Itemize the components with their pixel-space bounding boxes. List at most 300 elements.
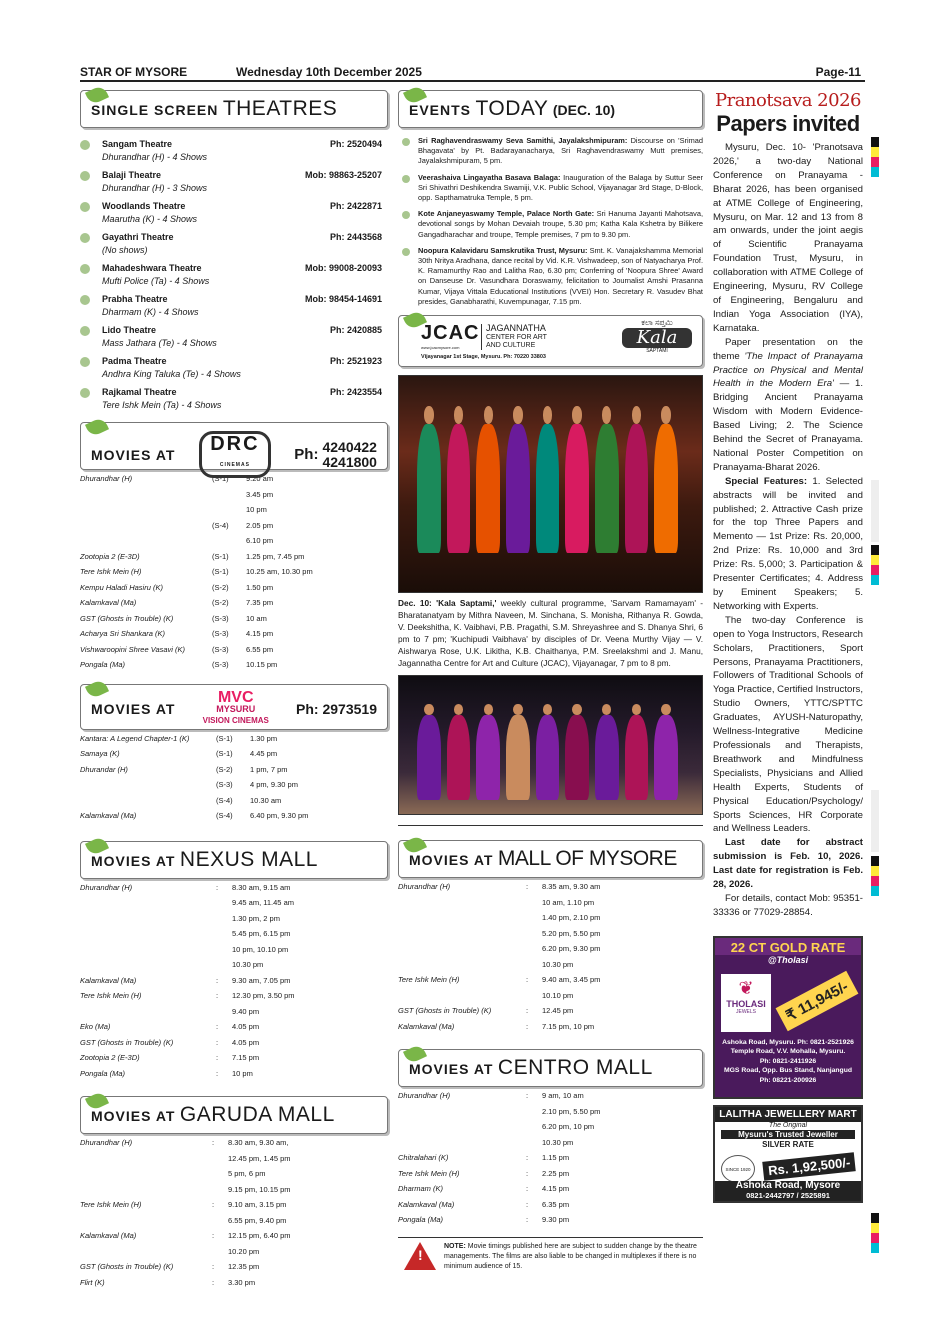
heading-big: GARUDA MALL bbox=[179, 1103, 335, 1126]
theatre-item bbox=[80, 324, 388, 350]
dancer-figure bbox=[476, 715, 500, 801]
note-box: ! NOTE: Movie timings published here are subject to sudden change by the theatre managements. The films are also liable to be changed in multiplexes if there is no minimum audience of 15. bbox=[398, 1237, 703, 1272]
screen: (S-3) bbox=[212, 644, 229, 654]
schedule-row bbox=[80, 1007, 388, 1023]
theatre-movie: Dhurandhar (H) - 3 Shows bbox=[102, 183, 208, 193]
garuda-heading bbox=[80, 1096, 388, 1134]
movie-title bbox=[80, 1169, 212, 1185]
theatre-phone: Mob: 98863-25207 bbox=[304, 170, 382, 180]
column-events bbox=[398, 90, 703, 1272]
nexus-schedule bbox=[80, 883, 388, 1085]
schedule-row bbox=[80, 780, 388, 796]
gold-rate-title: 22 CT GOLD RATE bbox=[715, 938, 861, 955]
screen bbox=[526, 1138, 542, 1154]
screen: : bbox=[212, 1277, 215, 1287]
mom-heading bbox=[398, 840, 703, 878]
showtimes: 6.10 pm bbox=[246, 536, 274, 545]
gold-rate-tag: ₹ 11,945/- bbox=[776, 971, 859, 1031]
showtimes: 1.40 pm, 2.10 pm bbox=[542, 913, 601, 923]
movie-title: Tere Ishk Mein (H) bbox=[80, 567, 142, 576]
theatre-phone: Ph: 2443568 bbox=[329, 232, 382, 242]
movie-title bbox=[80, 1216, 212, 1232]
schedule-row bbox=[80, 1262, 388, 1278]
showtimes: 10.15 pm bbox=[246, 660, 278, 669]
dancer-figure bbox=[417, 715, 441, 801]
paragraph: The two-day Conference is open to Yoga Instructors, Research Scholars, Practitioners, Sport Persons, Pranayama Practitioners, Followers of Traditional Schools of Yoga Practice, Certified Instructors, Studio Owners, YTTC/SPTTC Graduates, AYUSH-Naturopathy, Wellness-Integrative Medicine Professionals and Therapists, Breathwork and Mindfulness Specialists, Physicians and Allied Health Experts, Students of Physical Education/Psychology/ Sports Sciences, HR Corporate and Wellness Leaders. bbox=[713, 614, 864, 835]
screen: (S-1) bbox=[212, 567, 229, 576]
theatre-movie: Maarutha (K) - 4 Shows bbox=[102, 214, 198, 224]
dancer-figure bbox=[506, 715, 530, 801]
color-registration-strip bbox=[871, 137, 879, 177]
lalitha-address: Ashoka Road, Mysore bbox=[735, 1179, 841, 1191]
movie-title bbox=[398, 1107, 526, 1123]
showtimes: 9 am, 10 am bbox=[542, 1091, 584, 1101]
drc-heading bbox=[80, 422, 388, 470]
showtimes: 7.35 pm bbox=[246, 598, 274, 607]
screen: : bbox=[526, 1168, 529, 1178]
schedule-row bbox=[398, 1122, 703, 1138]
schedule-row bbox=[80, 598, 388, 614]
showtimes: 10.30 pm bbox=[542, 1137, 574, 1147]
showtimes: 2.10 pm, 5.50 pm bbox=[542, 1106, 601, 1116]
theatre-list bbox=[80, 138, 388, 412]
dancer-figure bbox=[447, 424, 471, 554]
movie-title bbox=[80, 490, 212, 506]
schedule-row bbox=[80, 614, 388, 630]
movie-title bbox=[398, 944, 526, 960]
schedule-row bbox=[398, 1107, 703, 1123]
theatre-movie: Dharmam (K) - 4 Shows bbox=[102, 307, 199, 317]
screen bbox=[526, 929, 542, 945]
heading-small: MOVIES AT bbox=[409, 1061, 494, 1078]
schedule-row bbox=[398, 1091, 703, 1107]
dancer-head bbox=[543, 704, 552, 715]
movie-title: Kalamkaval (Ma) bbox=[80, 811, 137, 820]
movie-title bbox=[80, 929, 216, 945]
screen: (S-1) bbox=[216, 733, 233, 743]
screen: : bbox=[212, 1138, 215, 1147]
color-registration-strip bbox=[871, 790, 879, 852]
dancer-figure bbox=[536, 424, 560, 554]
jcac-name: JAGANNATHA bbox=[486, 323, 546, 334]
color-registration-strip bbox=[871, 856, 879, 896]
movie-title bbox=[80, 898, 216, 914]
dancer-figure bbox=[417, 424, 441, 554]
showtimes: 9.20 am bbox=[246, 474, 274, 483]
movie-title: Zootopia 2 (E-3D) bbox=[80, 1053, 140, 1062]
event-body: Smt. K. Vanajakshamma Memorial 30th Nritya Aradhana, dance recital by Vid. K.R. Vishwadeep, son of Natyacharya Prof. K. Ramamurthy Rao and Lalitha Rao, 6.30 pm; Conferring of 'Noopura Shree' Award on Danseuse Dr. Vasundhara Doraswamy, felicitation to Journalist Amshi Prasanna Kumar, Vijaya Vittala Educational Institutions (VVEI) Hon. Secretary R. Vasudev Bhat presides, Ganabharathi, Kuvempunagar, 7.15 pm. bbox=[418, 245, 703, 306]
movie-title: Kantara: A Legend Chapter-1 (K) bbox=[80, 733, 190, 743]
heading-big: MALL OF MYSORE bbox=[497, 847, 677, 871]
theatre-phone: Mob: 98454-14691 bbox=[304, 294, 382, 304]
theatre-phone: Mob: 99008-20093 bbox=[304, 263, 382, 273]
bullet-icon bbox=[80, 202, 90, 212]
showtimes: 10 pm, 10.10 pm bbox=[232, 944, 289, 954]
movie-title: Pongala (Ma) bbox=[80, 1068, 126, 1078]
screen bbox=[212, 1247, 228, 1263]
kala-saptami-photo-2 bbox=[398, 675, 703, 815]
schedule-row bbox=[80, 811, 388, 827]
screen bbox=[212, 1154, 228, 1170]
showtimes: 12.45 pm, 1.45 pm bbox=[228, 1153, 291, 1163]
theatre-name: Lido Theatre bbox=[102, 325, 157, 335]
screen: : bbox=[526, 975, 529, 985]
gold-rate-sub: @Tholasi bbox=[767, 954, 809, 965]
article-body bbox=[713, 141, 863, 920]
showtimes: 1.30 pm bbox=[250, 733, 278, 743]
movie-title: Kalamkaval (Ma) bbox=[398, 1021, 455, 1031]
schedule-row bbox=[80, 991, 388, 1007]
movie-title bbox=[80, 1007, 216, 1023]
schedule-row bbox=[80, 552, 388, 568]
schedule-row bbox=[80, 929, 388, 945]
screen bbox=[216, 929, 232, 945]
movie-title bbox=[398, 991, 526, 1007]
showtimes: 1.50 pm bbox=[246, 582, 274, 592]
theatre-item bbox=[80, 262, 388, 288]
mvc-phone: Ph: 2973519 bbox=[296, 701, 377, 717]
screen: (S-1) bbox=[212, 551, 229, 561]
movie-title: Vishwaroopini Shree Vasavi (K) bbox=[80, 644, 186, 654]
schedule-row bbox=[80, 976, 388, 992]
theatre-name: Mahadeshwara Theatre bbox=[102, 263, 202, 273]
screen bbox=[216, 945, 232, 961]
movie-title: Tere Ishk Mein (H) bbox=[80, 991, 142, 1000]
issue-date: Wednesday 10th December 2025 bbox=[236, 65, 422, 79]
schedule-row bbox=[80, 1185, 388, 1201]
article-kicker: Pranotsava 2026 bbox=[714, 90, 861, 111]
showtimes: 10.25 am, 10.30 pm bbox=[246, 567, 313, 576]
schedule-row bbox=[80, 1022, 388, 1038]
showtimes: 12.15 pm, 6.40 pm bbox=[228, 1231, 291, 1240]
heading-big: TODAY bbox=[475, 97, 549, 120]
heading-small: MOVIES AT bbox=[91, 446, 176, 463]
dancer-figure bbox=[595, 424, 619, 554]
screen bbox=[526, 1107, 542, 1123]
dancer-head bbox=[632, 406, 641, 423]
screen bbox=[212, 536, 246, 552]
schedule-row bbox=[80, 567, 388, 583]
paragraph: Mysuru, Dec. 10- 'Pranotsava 2026,' a two-day National Conference on Pranayama - Bharat 2026, has been organised at ATME College of Engineering, Mysuru, on Mar. 12 and 13 from 8 am onwards, under the joint aegis of Scientific Pranayama Foundation Trust, Mysuru, in collaboration with ATME College of Engineering, Mysuru, RV College of Engineering, Bengaluru and Indian Yoga Association (IYA), Karnataka. bbox=[713, 142, 863, 334]
dancer-head bbox=[513, 406, 522, 423]
screen: : bbox=[526, 1021, 529, 1031]
dancer-head bbox=[424, 406, 433, 423]
schedule-row bbox=[80, 898, 388, 914]
showtimes: 10.30 pm bbox=[542, 959, 574, 969]
jcac-sub: CENTER FOR ART bbox=[486, 334, 547, 342]
theatre-item bbox=[80, 386, 388, 412]
bullet-icon bbox=[80, 326, 90, 336]
showtimes: 9.10 am, 3.15 pm bbox=[228, 1200, 287, 1209]
screen: : bbox=[526, 1091, 529, 1101]
bullet-icon bbox=[80, 233, 90, 243]
schedule-row bbox=[398, 944, 703, 960]
bullet-icon bbox=[80, 171, 90, 181]
movie-title bbox=[398, 898, 526, 914]
showtimes: 12.30 pm, 3.50 pm bbox=[232, 991, 295, 1000]
bullet-icon bbox=[80, 264, 90, 274]
dancer-head bbox=[661, 406, 670, 423]
mom-schedule bbox=[398, 882, 703, 1037]
silver-rate-label: SILVER RATE bbox=[762, 1139, 814, 1149]
screen: (S-3) bbox=[212, 629, 229, 638]
dancer-head bbox=[572, 406, 581, 423]
schedule-row bbox=[80, 1200, 388, 1216]
screen: : bbox=[526, 1184, 529, 1194]
movie-title: Zootopia 2 (E-3D) bbox=[80, 551, 140, 561]
movie-title: Dhurandhar (H) bbox=[80, 474, 133, 483]
screen: (S-3) bbox=[216, 780, 233, 789]
dancer-head bbox=[454, 704, 463, 715]
screen: : bbox=[526, 1153, 529, 1163]
garuda-schedule bbox=[80, 1138, 388, 1293]
movie-title bbox=[398, 1122, 526, 1138]
bullet-icon bbox=[80, 140, 90, 150]
schedule-row bbox=[80, 765, 388, 781]
screen: (S-4) bbox=[216, 811, 233, 820]
schedule-row bbox=[398, 898, 703, 914]
showtimes: 10.30 am bbox=[250, 795, 282, 805]
dancer-figure bbox=[565, 715, 589, 801]
heading-small: MOVIES AT bbox=[409, 852, 494, 869]
drc-schedule bbox=[80, 474, 388, 676]
showtimes: 6.40 pm, 9.30 pm bbox=[250, 811, 309, 820]
movie-title: Dhurandhar (H) bbox=[80, 1138, 133, 1147]
event-item bbox=[398, 246, 703, 307]
showtimes: 6.55 pm bbox=[246, 644, 274, 654]
screen: (S-3) bbox=[212, 660, 229, 669]
movie-title: GST (Ghosts in Trouble) (K) bbox=[80, 1037, 174, 1047]
screen bbox=[216, 1007, 232, 1023]
showtimes: 6.20 pm, 9.30 pm bbox=[542, 944, 601, 954]
drc-logo: DRC CINEMAS bbox=[199, 431, 270, 478]
nexus-heading bbox=[80, 841, 388, 879]
schedule-row bbox=[80, 1069, 388, 1085]
schedule-row bbox=[80, 660, 388, 676]
phone-label: Ph: bbox=[294, 446, 319, 463]
screen: (S-1) bbox=[216, 749, 233, 758]
screen: (S-2) bbox=[212, 598, 229, 607]
showtimes: 9.40 am, 3.45 pm bbox=[542, 975, 601, 985]
dancer-head bbox=[602, 704, 611, 715]
screen bbox=[526, 898, 542, 914]
event-item bbox=[398, 136, 703, 167]
jcac-sub: AND CULTURE bbox=[486, 342, 536, 350]
heading-big: NEXUS MALL bbox=[179, 847, 318, 871]
showtimes: 9.40 pm bbox=[232, 1006, 260, 1016]
screen: : bbox=[212, 1231, 215, 1240]
lalitha-tag: Mysuru's Trusted Jeweller bbox=[721, 1130, 855, 1139]
screen bbox=[526, 944, 542, 960]
article-title: Papers invited bbox=[716, 111, 860, 136]
theatre-item bbox=[80, 293, 388, 319]
schedule-row bbox=[80, 960, 388, 976]
showtimes: 3.45 pm bbox=[246, 489, 274, 499]
showtimes: 12.35 pm bbox=[228, 1262, 260, 1271]
jcac-logo: JCAC bbox=[421, 322, 480, 345]
movie-title bbox=[80, 521, 212, 537]
schedule-row bbox=[80, 1216, 388, 1232]
movie-title: Tere Ishk Mein (H) bbox=[80, 1200, 142, 1209]
theatre-name: Gayathri Theatre bbox=[102, 232, 174, 242]
movie-title bbox=[80, 914, 216, 930]
schedule-row bbox=[398, 929, 703, 945]
dancer-figure bbox=[654, 424, 678, 554]
theatre-name: Prabha Theatre bbox=[102, 294, 168, 304]
schedule-row bbox=[80, 914, 388, 930]
schedule-row bbox=[80, 883, 388, 899]
schedule-row bbox=[398, 975, 703, 991]
dancer-head bbox=[513, 704, 522, 715]
schedule-row bbox=[80, 1053, 388, 1069]
event-title: Kote Anjaneyaswamy Temple, Palace North Gate: bbox=[418, 209, 595, 219]
screen: : bbox=[216, 1068, 219, 1078]
movie-title bbox=[80, 780, 216, 796]
theatre-phone: Ph: 2420885 bbox=[329, 325, 382, 335]
event-title: Noopura Kalavidaru Samskrutika Trust, Mysuru: bbox=[418, 245, 588, 255]
paper-name: STAR OF MYSORE bbox=[80, 65, 188, 79]
schedule-row bbox=[80, 1231, 388, 1247]
mvc-heading bbox=[80, 684, 388, 730]
jcac-address: Vijayanagar 1st Stage, Mysuru. Ph: 70220 33803 bbox=[421, 354, 546, 361]
screen: (S-3) bbox=[212, 613, 229, 623]
movie-title: Kalamkaval (Ma) bbox=[398, 1199, 455, 1209]
showtimes: 9.15 pm, 10.15 pm bbox=[228, 1184, 291, 1194]
event-body: Inauguration of the Balaga by Suttur Seer Sri Shivathri Deshikendra Swamiji, V.K. Public School, Vijayanagar 3rd Stage, D-Block, opp. Sapthamatruka Temple, 5 pm. bbox=[418, 172, 704, 203]
silver-rate: Rs. 1,92,500/- bbox=[762, 1152, 856, 1181]
bullet-icon bbox=[80, 388, 90, 398]
bullet-icon bbox=[402, 175, 410, 183]
screen: : bbox=[216, 991, 219, 1000]
showtimes: 10 am, 1.10 pm bbox=[542, 897, 595, 907]
theatre-movie: Dhurandhar (H) - 4 Shows bbox=[102, 152, 208, 162]
showtimes: 1.30 pm, 2 pm bbox=[232, 913, 280, 923]
showtimes: 1 pm, 7 pm bbox=[250, 764, 288, 774]
movie-title bbox=[398, 1138, 526, 1154]
movie-title bbox=[80, 1247, 212, 1263]
screen bbox=[212, 490, 246, 506]
heading-small: MOVIES AT bbox=[91, 852, 176, 869]
schedule-row bbox=[398, 1200, 703, 1216]
movie-title: Dhurandhar (H) bbox=[398, 882, 451, 892]
screen bbox=[212, 1216, 228, 1232]
schedule-row bbox=[80, 536, 388, 552]
dancer-figure bbox=[565, 424, 589, 554]
centro-heading bbox=[398, 1049, 703, 1087]
screen: (S-2) bbox=[216, 764, 233, 774]
since-badge: SINCE 1920 bbox=[721, 1155, 755, 1183]
dancer-head bbox=[484, 406, 493, 423]
color-registration-strip bbox=[871, 480, 879, 542]
schedule-row bbox=[80, 1169, 388, 1185]
dancer-head bbox=[454, 406, 463, 423]
schedule-row bbox=[80, 521, 388, 537]
color-registration-strip bbox=[871, 545, 879, 585]
theatre-item bbox=[80, 169, 388, 195]
theatre-movie: (No shows) bbox=[102, 245, 148, 255]
screen bbox=[216, 960, 232, 976]
movie-title: Acharya Sri Shankara (K) bbox=[80, 629, 166, 638]
event-title: Veerashaiva Lingayatha Basava Balaga: bbox=[418, 172, 561, 182]
theatre-movie: Tere Ishk Mein (Ta) - 4 Shows bbox=[102, 400, 222, 410]
tholasi-logo: ❦ THOLASI JEWELS bbox=[721, 974, 771, 1032]
screen: (S-2) bbox=[212, 582, 229, 592]
photo-caption: Dec. 10: 'Kala Saptami,' weekly cultural programme, 'Sarvam Ramamayam' - Bharatanatyam by Mithra Naveen, M. Sinchana, S. Monisha, Rithanya R. Gowda, V. Deekshitha, K. Vaibhavi, P.B. Pragathi, S.M. Shreyashree and S. Dhanya Shri, 6 pm to 7 pm; 'Kuchipudi Vaibhava' by disciples of Dr. Veena Murthy Vijay — V. Aishwarya Rose, U.K. Likitha, K.B. Chaithanya, P.M. Sreelakshmi and J. Manu, Jagannatha Centre for Art and Culture (JCAC), Vijayanagar, 7 pm to 8 pm. bbox=[398, 598, 703, 669]
showtimes: 4.05 pm bbox=[232, 1022, 260, 1031]
lalitha-silver-ad bbox=[713, 1105, 863, 1203]
theatre-phone: Ph: 2423554 bbox=[329, 387, 382, 397]
schedule-row bbox=[398, 1138, 703, 1154]
heading-small: EVENTS bbox=[409, 102, 472, 118]
showtimes: 12.45 pm bbox=[542, 1006, 574, 1016]
movie-title: Kalamkaval (Ma) bbox=[80, 975, 137, 985]
page-number: Page-11 bbox=[815, 65, 861, 79]
theatre-item bbox=[80, 200, 388, 226]
theatre-movie: Andhra King Taluka (Te) - 4 Shows bbox=[102, 369, 241, 379]
page-header bbox=[80, 62, 865, 82]
schedule-row bbox=[398, 991, 703, 1007]
tholasi-gold-ad bbox=[713, 936, 863, 1099]
movie-title bbox=[80, 960, 216, 976]
movie-title: Chitralahari (K) bbox=[398, 1153, 449, 1163]
dancer-head bbox=[543, 406, 552, 423]
dancer-figure bbox=[476, 424, 500, 554]
dancer-figure bbox=[536, 715, 560, 801]
movie-title: GST (Ghosts in Trouble) (K) bbox=[80, 613, 174, 623]
bullet-icon bbox=[80, 295, 90, 305]
movie-title bbox=[398, 960, 526, 976]
bullet-icon bbox=[402, 211, 410, 219]
showtimes: 4.45 pm bbox=[250, 749, 278, 758]
screen bbox=[526, 913, 542, 929]
screen bbox=[216, 914, 232, 930]
kala-saptami-photo-1 bbox=[398, 375, 703, 593]
schedule-row bbox=[80, 645, 388, 661]
movie-title: Dhurandhar (H) bbox=[398, 1091, 451, 1101]
paragraph: Paper presentation on the theme 'The Impact of Pranayama Practice on Physical and Mental Health in the Modern Era' — 1. Bridging Ancient Pranayama Wisdom with Modern Evidence-Based Living; 2. The Science Behind the Secret of Pranayama. National Poster Competition on Pranayama-Bharat 2026. bbox=[713, 336, 863, 473]
movie-title bbox=[80, 536, 212, 552]
schedule-row bbox=[80, 1278, 388, 1294]
showtimes: 4.15 pm bbox=[246, 629, 274, 638]
jcac-banner bbox=[398, 315, 703, 367]
showtimes: 5.45 pm, 6.15 pm bbox=[232, 929, 291, 938]
single-screen-heading bbox=[80, 90, 388, 128]
screen: : bbox=[216, 1037, 219, 1047]
movie-title: Tere Ishk Mein (H) bbox=[398, 975, 460, 985]
schedule-row bbox=[398, 1215, 703, 1231]
screen: : bbox=[212, 1200, 215, 1209]
movie-title bbox=[80, 505, 212, 521]
showtimes: 10.30 pm bbox=[232, 960, 264, 969]
screen bbox=[526, 960, 542, 976]
lalitha-phone: 0821-2442797 / 2525891 bbox=[746, 1190, 830, 1200]
showtimes: 2.05 pm bbox=[246, 520, 274, 530]
event-item bbox=[398, 209, 703, 240]
screen: (S-4) bbox=[212, 520, 229, 530]
showtimes: 10.20 pm bbox=[228, 1246, 260, 1256]
tholasi-address: Ashoka Road, Mysuru. Ph: 0821-2521926 Temple Road, V.V. Mohalla, Mysuru. Ph: 0821-2411926 MGS Road, Opp. Bus Stand, Nanjangud Ph: 08221-200926 bbox=[722, 1038, 854, 1084]
showtimes: 5 pm, 6 pm bbox=[228, 1169, 266, 1178]
showtimes: 10 pm bbox=[232, 1068, 253, 1078]
dancer-figure bbox=[447, 715, 471, 801]
showtimes: 6.55 pm, 9.40 pm bbox=[228, 1215, 287, 1225]
showtimes: 9.30 am, 7.05 pm bbox=[232, 975, 291, 985]
dancer-head bbox=[602, 406, 611, 423]
movie-title: Kalamkaval (Ma) bbox=[80, 1231, 137, 1240]
dancer-head bbox=[572, 704, 581, 715]
screen bbox=[526, 1122, 542, 1138]
screen bbox=[216, 898, 232, 914]
